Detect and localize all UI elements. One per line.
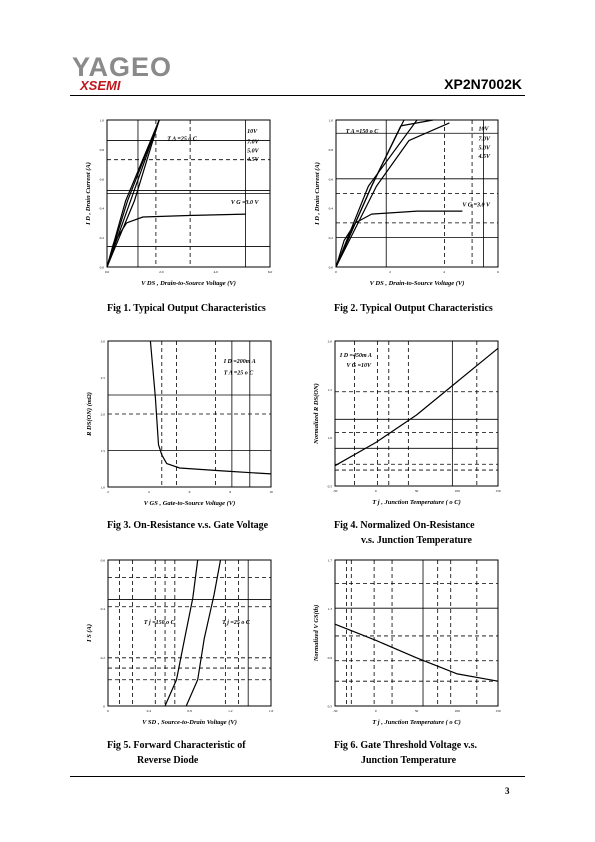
- characteristic-curve: [335, 624, 498, 681]
- curve-annotation: V G =10V: [346, 363, 372, 370]
- x-axis-label: T j , Junction Temperature ( o C): [372, 719, 461, 726]
- y-tick-label: 0.0: [328, 265, 333, 270]
- figure-2-chart: [306, 115, 508, 292]
- curve-annotation: T j =25 o C: [222, 620, 250, 627]
- plot-frame: [335, 560, 498, 706]
- figure-5-chart: [78, 555, 281, 731]
- x-tick-label: 150: [495, 489, 501, 493]
- x-tick-label: 50: [414, 709, 419, 713]
- y-tick-label: 2.5: [100, 376, 105, 380]
- x-tick-label: 0.4: [146, 709, 151, 713]
- figure-3-chart: [78, 336, 281, 512]
- x-tick-label: 6: [188, 490, 191, 494]
- curve-annotation: V G =3.0 V: [230, 199, 259, 206]
- x-tick-label: 100: [454, 489, 460, 493]
- y-tick-label: 0.9: [327, 655, 332, 660]
- x-axis-label: V DS , Drain-to-Source Voltage (V): [141, 280, 236, 287]
- x-tick-label: 0.0: [104, 270, 110, 274]
- figure-6-caption: Junction Temperature: [361, 755, 457, 766]
- y-axis-label: Normalized V GS(th): [313, 604, 320, 662]
- characteristic-curve: [186, 560, 220, 706]
- y-axis-label: R DS(ON) (mΩ): [86, 392, 93, 436]
- y-tick-label: 0.6: [100, 558, 105, 563]
- header-rule: [70, 95, 525, 96]
- x-tick-label: 6: [497, 270, 499, 274]
- y-tick-label: 0: [103, 704, 105, 709]
- curve-annotation: 10V: [478, 126, 489, 133]
- x-tick-label: 0: [335, 270, 337, 274]
- y-tick-label: 3.0: [100, 339, 105, 344]
- y-tick-label: 0.6: [328, 177, 333, 182]
- figure-5-caption: Reverse Diode: [137, 755, 199, 766]
- curve-annotation: T A =25 o C: [167, 136, 197, 143]
- x-tick-label: 0: [107, 709, 109, 713]
- x-tick-label: 4: [443, 270, 445, 274]
- figure-6-chart: [305, 555, 508, 731]
- y-tick-label: 2.0: [327, 339, 332, 344]
- y-axis-label: I S (A): [86, 623, 93, 643]
- characteristic-curve: [107, 214, 246, 267]
- y-tick-label: 0.5: [327, 704, 332, 709]
- curve-annotation: T A =25 o C: [223, 370, 254, 377]
- x-tick-label: 0: [374, 709, 377, 713]
- x-tick-label: 4: [147, 490, 150, 494]
- brand-logo-xsemi: XSEMI: [80, 78, 121, 93]
- x-tick-label: 150: [495, 709, 501, 713]
- y-tick-label: 0.2: [100, 655, 105, 660]
- y-tick-label: 0.4: [328, 206, 333, 211]
- x-tick-label: 10: [269, 490, 273, 494]
- curve-annotation: 10V: [247, 129, 258, 136]
- x-axis-label: V DS , Drain-to-Source Voltage (V): [369, 280, 465, 287]
- figure-3-caption: Fig 3. On-Resistance v.s. Gate Voltage: [107, 520, 269, 531]
- x-tick-label: 0.8: [187, 709, 192, 713]
- y-tick-label: 0.4: [100, 607, 105, 612]
- curve-annotation: 5.0V: [247, 148, 259, 155]
- part-number: XP2N7002K: [444, 76, 522, 92]
- y-tick-label: 1.0: [327, 436, 332, 441]
- y-tick-label: 1.5: [327, 387, 332, 392]
- figure-4-chart: [305, 336, 508, 511]
- y-tick-label: 1.7: [327, 558, 332, 563]
- curve-annotation: I D =450m A: [339, 352, 372, 359]
- footer-rule: [70, 776, 525, 777]
- figure-1-chart: [77, 115, 280, 292]
- figure-4-caption: Fig 4. Normalized On-Resistance: [334, 520, 475, 531]
- curve-annotation: T A =150 o C: [345, 129, 379, 136]
- y-tick-label: 1.0: [99, 118, 104, 123]
- y-tick-label: 0.4: [99, 206, 104, 211]
- y-tick-label: 0.6: [99, 177, 104, 182]
- figure-4-caption: v.s. Junction Temperature: [361, 535, 472, 546]
- curve-annotation: T j =150 o C: [143, 620, 175, 627]
- y-tick-label: 2.0: [100, 412, 105, 417]
- curve-annotation: 7.0V: [478, 136, 491, 143]
- x-tick-label: -50: [332, 489, 338, 493]
- x-axis-label: V GS , Gate-to-Source Voltage (V): [143, 500, 236, 507]
- x-tick-label: 1.2: [228, 709, 233, 713]
- x-tick-label: 8: [229, 490, 232, 494]
- curve-annotation: 7.0V: [247, 139, 259, 146]
- x-tick-label: 50: [414, 489, 419, 493]
- page-number: 3: [505, 786, 510, 796]
- characteristic-curve: [336, 120, 417, 267]
- curve-annotation: 5.0V: [478, 145, 491, 152]
- curve-annotation: 4.5V: [247, 157, 259, 164]
- x-tick-label: 2.0: [159, 270, 164, 274]
- x-tick-label: 1.6: [268, 709, 274, 713]
- x-tick-label: 0: [374, 489, 377, 493]
- y-tick-label: 0.2: [99, 236, 104, 241]
- y-tick-label: 0.2: [328, 236, 333, 241]
- y-axis-label: I D , Drain Current (A): [85, 162, 92, 225]
- x-tick-label: 6.0: [267, 270, 273, 274]
- characteristic-curve: [165, 560, 198, 706]
- x-tick-label: 2: [389, 270, 391, 274]
- curve-annotation: V G =3.0 V: [462, 202, 491, 209]
- y-tick-label: 0.5: [327, 484, 332, 489]
- y-tick-label: 1.0: [100, 485, 105, 490]
- brand-logo-yageo: YAGEO: [72, 52, 173, 82]
- curve-annotation: 4.5V: [478, 154, 491, 161]
- figure-6-caption: Fig 6. Gate Threshold Voltage v.s.: [334, 740, 477, 751]
- figure-1-caption: Fig 1. Typical Output Characteristics: [107, 303, 266, 314]
- x-tick-label: -50: [332, 709, 338, 713]
- x-axis-label: V SD , Source-to-Drain Voltage (V): [142, 719, 237, 726]
- y-tick-label: 1.3: [327, 607, 332, 612]
- y-axis-label: Normalized R DS(ON): [313, 383, 320, 444]
- y-tick-label: 1.5: [100, 449, 105, 453]
- y-tick-label: 0.8: [99, 147, 104, 152]
- x-tick-label: 2: [107, 490, 109, 494]
- y-tick-label: 0.8: [328, 147, 333, 152]
- y-tick-label: 0.0: [99, 265, 104, 270]
- characteristic-curve: [336, 123, 449, 267]
- x-tick-label: 4.0: [213, 270, 218, 274]
- x-tick-label: 100: [454, 709, 460, 713]
- y-axis-label: I D , Drain Current (A): [314, 162, 321, 225]
- curve-annotation: I D =200m A: [223, 358, 256, 365]
- y-tick-label: 1.0: [328, 118, 333, 123]
- x-axis-label: T j , Junction Temperature ( o C): [372, 499, 461, 506]
- figure-2-caption: Fig 2. Typical Output Characteristics: [334, 303, 493, 314]
- figure-5-caption: Fig 5. Forward Characteristic of: [107, 740, 246, 751]
